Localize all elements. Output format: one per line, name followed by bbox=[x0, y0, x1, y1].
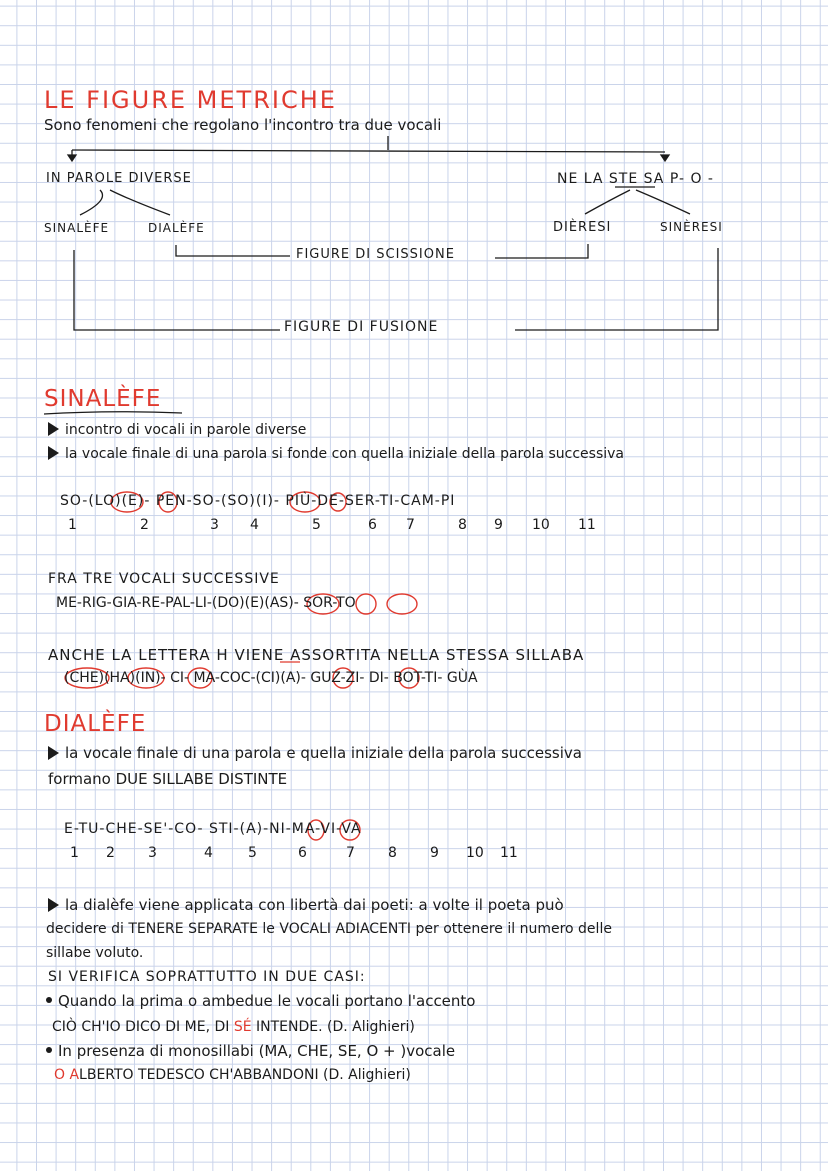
syllable-number: 7 bbox=[406, 517, 415, 533]
caso-1 bbox=[46, 994, 475, 1009]
syllable-number: 11 bbox=[578, 517, 596, 533]
syllable-number: 4 bbox=[204, 845, 213, 861]
dialefe-paragraph-line-1-text: la dialèfe viene applicata con libertà dai poeti: a volte il poeta può bbox=[65, 896, 564, 914]
caso-2-text: In presenza di monosillabi (MA, CHE, SE, O + )vocale bbox=[58, 1042, 456, 1060]
intro-text: Sono fenomeni che regolano l'incontro tra due vocali bbox=[44, 116, 442, 134]
bullet-dot-icon bbox=[46, 997, 52, 1003]
syllable-number: 4 bbox=[250, 517, 259, 533]
bullet-dot-icon bbox=[46, 1047, 52, 1053]
bullet-arrow-icon bbox=[48, 898, 59, 912]
sinalefe-heading: SINALÈFE bbox=[44, 386, 162, 412]
scissione-label: FIGURE DI SCISSIONE bbox=[296, 247, 455, 262]
dialefe-paragraph-line-3: sillabe voluto. bbox=[46, 945, 144, 961]
syllable-number: 11 bbox=[500, 845, 518, 861]
syllable-number: 6 bbox=[298, 845, 307, 861]
example-1 bbox=[52, 1020, 415, 1034]
syllable-number: 3 bbox=[210, 517, 219, 533]
anche-label: ANCHE LA LETTERA H VIENE ASSORTITA NELLA STESSA SILLABA bbox=[48, 646, 585, 664]
dialefe-paragraph-line-1 bbox=[48, 898, 564, 913]
anche-example: (CHE)(HA)(IN)- CI- MA-COC-(CI)(A)- GUZ-ZI- DI- BOT-TI- GÙA bbox=[64, 670, 478, 686]
dieresi-label: DIÈRESI bbox=[553, 220, 612, 235]
bullet-arrow-icon bbox=[48, 746, 59, 760]
example-1-highlight: SÉ bbox=[233, 1019, 252, 1035]
syllable-number: 9 bbox=[430, 845, 439, 861]
sineresi-label: SINÈRESI bbox=[660, 220, 723, 234]
example-1-part-b: INTENDE. (D. Alighieri) bbox=[251, 1019, 415, 1035]
right-branch-label: NE LA STE SA P- O - bbox=[557, 171, 714, 187]
dialefe-bullet-1 bbox=[48, 746, 582, 761]
syllable-number: 10 bbox=[532, 517, 550, 533]
example-2 bbox=[54, 1068, 411, 1082]
sinalefe-bullet-1 bbox=[48, 422, 306, 437]
dialefe-paragraph-line-2: decidere di TENERE SEPARATE le VOCALI ADIACENTI per ottenere il numero delle bbox=[46, 921, 612, 937]
casi-label: SI VERIFICA SOPRATTUTTO IN DUE CASI: bbox=[48, 969, 366, 985]
syllable-number: 10 bbox=[466, 845, 484, 861]
syllable-number: 1 bbox=[68, 517, 77, 533]
page-title: LE FIGURE METRICHE bbox=[44, 86, 337, 114]
example-2-highlight: O A bbox=[54, 1067, 80, 1083]
dialefe-label: DIALÈFE bbox=[148, 221, 205, 235]
syllable-number: 2 bbox=[106, 845, 115, 861]
syllable-number: 5 bbox=[248, 845, 257, 861]
fra-tre-example: ME-RIG-GIA-RE-PAL-LI-(DO)(E)(AS)- SOR-TO bbox=[56, 595, 356, 611]
left-branch-label: IN PAROLE DIVERSE bbox=[46, 171, 192, 186]
syllable-number: 1 bbox=[70, 845, 79, 861]
caso-1-text: Quando la prima o ambedue le vocali portano l'accento bbox=[58, 992, 476, 1010]
syllable-number: 7 bbox=[346, 845, 355, 861]
caso-2 bbox=[46, 1044, 455, 1059]
example-1-part-a: CIÒ CH'IO DICO DI ME, DI bbox=[52, 1019, 234, 1035]
sinalefe-bullet-2 bbox=[48, 446, 624, 461]
sinalefe-bullet-2-text: la vocale finale di una parola si fonde con quella iniziale della parola successiva bbox=[65, 446, 624, 462]
sinalefe-bullet-1-text: incontro di vocali in parole diverse bbox=[65, 422, 307, 438]
syllable-number: 2 bbox=[140, 517, 149, 533]
bullet-arrow-icon bbox=[48, 422, 59, 436]
syllable-number: 8 bbox=[388, 845, 397, 861]
dialefe-heading: DIALÈFE bbox=[44, 711, 147, 737]
dialefe-bullet-1-cont: formano DUE SILLABE DISTINTE bbox=[48, 770, 288, 788]
sinalefe-example: SO-(LO)(E)- PEN-SO-(SO)(I)- PIÙ-DE-SER-TI-CAM-PI bbox=[60, 493, 456, 509]
example-2-rest: LBERTO TEDESCO CH'ABBANDONI (D. Alighieri) bbox=[79, 1067, 411, 1083]
syllable-number: 3 bbox=[148, 845, 157, 861]
syllable-number: 9 bbox=[494, 517, 503, 533]
fra-tre-label: FRA TRE VOCALI SUCCESSIVE bbox=[48, 571, 280, 587]
syllable-number: 5 bbox=[312, 517, 321, 533]
dialefe-example: E-TU-CHE-SE'-CO- STI-(A)-NI-MA-VI-VA bbox=[64, 821, 362, 837]
dialefe-bullet-1-text: la vocale finale di una parola e quella iniziale della parola successiva bbox=[65, 744, 582, 762]
bullet-arrow-icon bbox=[48, 446, 59, 460]
syllable-number: 6 bbox=[368, 517, 377, 533]
fusione-label: FIGURE DI FUSIONE bbox=[284, 319, 439, 335]
syllable-number: 8 bbox=[458, 517, 467, 533]
sinalefe-label: SINALÈFE bbox=[44, 221, 110, 235]
